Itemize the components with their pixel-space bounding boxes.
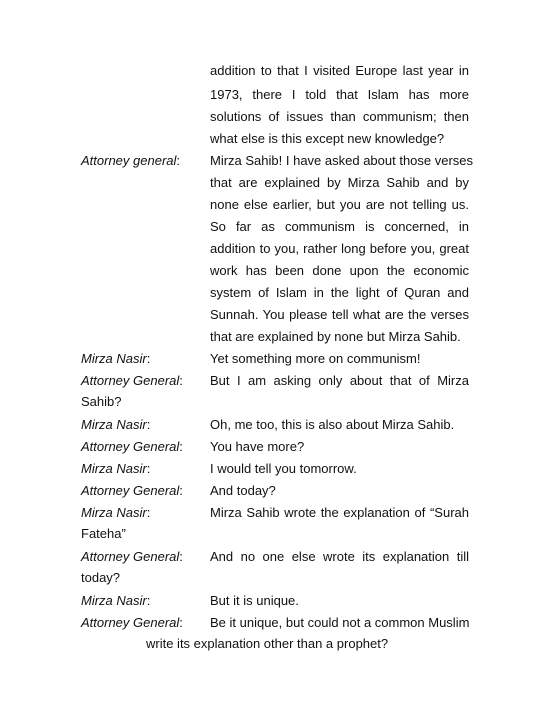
- dialogue-line: Be it unique, but could not a common Muslim: [210, 615, 470, 630]
- dialogue-line: Sunnah. You please tell what are the verses: [210, 307, 469, 322]
- speaker-label: Attorney General:: [81, 483, 183, 498]
- dialogue-line: addition to you, rather long before you, great: [210, 241, 469, 256]
- dialogue-line: So far as communism is concerned, in: [210, 219, 469, 234]
- intro-line: what else is this except new knowledge?: [210, 131, 445, 146]
- speaker-label: Attorney General:: [81, 373, 183, 388]
- dialogue-line: system of Islam in the light of Quran and: [210, 285, 469, 300]
- dialogue-line: none else earlier, but you are not telling us.: [210, 197, 469, 212]
- dialogue-line: You have more?: [210, 439, 305, 454]
- dialogue-line: Mirza Sahib wrote the explanation of “Surah: [210, 505, 469, 520]
- dialogue-line: Mirza Sahib! I have asked about those verses: [210, 153, 474, 168]
- dialogue-wrap-line: today?: [81, 570, 121, 585]
- dialogue-wrap-line: Sahib?: [81, 394, 122, 409]
- speaker-label: Mirza Nasir:: [81, 461, 151, 476]
- dialogue-line: that are explained by Mirza Sahib and by: [210, 175, 469, 190]
- dialogue-line: work has been done upon the economic: [210, 263, 469, 278]
- dialogue-line: Oh, me too, this is also about Mirza Sahib.: [210, 417, 455, 432]
- speaker-label: Attorney general:: [81, 153, 181, 168]
- dialogue-line: And today?: [210, 483, 276, 498]
- intro-line: solutions of issues than communism; then: [210, 109, 469, 124]
- dialogue-line: that are explained by none but Mirza Sahib.: [210, 329, 461, 344]
- speaker-label: Attorney General:: [81, 549, 183, 564]
- speaker-label: Mirza Nasir:: [81, 351, 151, 366]
- dialogue-wrap-line: Fateha”: [81, 526, 126, 541]
- dialogue-line: But it is unique.: [210, 593, 299, 608]
- dialogue-line: Yet something more on communism!: [210, 351, 421, 366]
- dialogue-wrap-line: write its explanation other than a prophet?: [146, 636, 389, 651]
- speaker-label: Mirza Nasir:: [81, 593, 151, 608]
- speaker-label: Mirza Nasir:: [81, 417, 151, 432]
- dialogue-line: And no one else wrote its explanation till: [210, 549, 469, 564]
- dialogue-line: I would tell you tomorrow.: [210, 461, 357, 476]
- speaker-label: Mirza Nasir:: [81, 505, 151, 520]
- intro-line: addition to that I visited Europe last year in: [210, 63, 469, 78]
- speaker-label: Attorney General:: [81, 615, 183, 630]
- dialogue-line: But I am asking only about that of Mirza: [210, 373, 469, 388]
- intro-line: 1973, there I told that Islam has more: [210, 87, 469, 102]
- speaker-label: Attorney General:: [81, 439, 183, 454]
